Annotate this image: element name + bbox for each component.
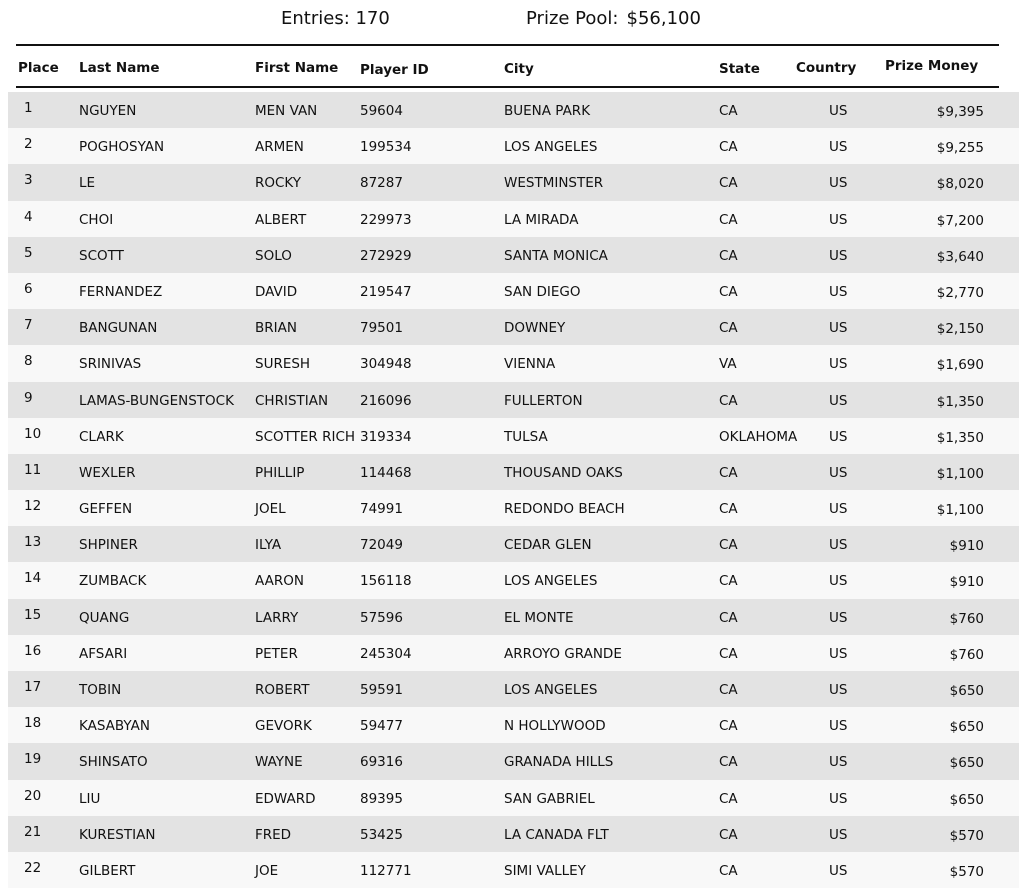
cell-country: US [829,645,848,662]
cell-city: SAN GABRIEL [504,790,595,807]
table-header-rule [16,86,999,88]
cell-place: 9 [24,389,33,406]
cell-first-name: ROCKY [255,175,302,192]
cell-state: CA [719,862,738,879]
cell-state: CA [719,464,738,481]
cell-state: CA [719,211,738,228]
cell-place: 17 [24,679,42,695]
cell-player-id: 245304 [360,645,412,662]
cell-place: 6 [24,280,33,297]
cell-last-name: LIU [79,790,101,807]
cell-city: FULLERTON [504,392,583,409]
table-row [8,743,1019,779]
cell-first-name: PETER [255,645,298,662]
cell-last-name: BANGUNAN [79,320,158,337]
cell-player-id: 89395 [360,790,403,807]
header-state: State [719,61,760,77]
cell-place: 2 [24,136,33,153]
cell-state: CA [719,283,738,300]
cell-prize-money: $1,350 [936,393,984,410]
table-row [8,128,1019,164]
cell-country: US [829,211,848,228]
cell-first-name: FRED [255,826,292,843]
cell-place: 21 [24,823,42,840]
table-row [8,816,1019,852]
cell-prize-money: $8,020 [936,176,984,193]
cell-state: CA [719,645,738,662]
header-place: Place [18,60,59,76]
cell-player-id: 59604 [360,103,403,119]
header-last-name: Last Name [79,60,160,76]
cell-prize-money: $910 [949,538,984,555]
cell-country: US [829,790,848,807]
cell-place: 13 [24,534,42,551]
cell-first-name: PHILLIP [255,464,305,481]
cell-country: US [829,754,848,771]
cell-country: US [829,573,848,590]
cell-player-id: 219547 [360,283,412,300]
cell-last-name: KURESTIAN [79,826,156,843]
cell-player-id: 216096 [360,392,412,409]
cell-place: 22 [24,859,42,876]
cell-city: LOS ANGELES [504,682,598,698]
cell-state: CA [719,139,738,156]
table-row [8,382,1019,418]
cell-city: ARROYO GRANDE [504,645,622,662]
table-row [8,599,1019,635]
header-first-name: First Name [255,60,339,76]
table-row [8,490,1019,526]
cell-player-id: 57596 [360,609,403,626]
cell-city: REDONDO BEACH [504,501,625,518]
cell-first-name: ILYA [255,537,282,554]
cell-last-name: POGHOSYAN [79,139,165,156]
cell-place: 5 [24,244,33,261]
cell-last-name: QUANG [79,609,130,626]
cell-prize-money: $650 [949,791,984,808]
cell-prize-money: $2,150 [936,321,984,338]
cell-city: EL MONTE [504,609,574,626]
cell-city: LA MIRADA [504,211,579,228]
cell-last-name: ZUMBACK [79,573,147,590]
cell-first-name: JOEL [255,501,286,518]
cell-city: SIMI VALLEY [504,862,586,879]
cell-first-name: EDWARD [255,790,316,807]
cell-state: CA [719,682,738,698]
table-row [8,671,1019,707]
cell-state: OKLAHOMA [719,428,798,445]
cell-first-name: BRIAN [255,320,297,337]
cell-country: US [829,103,848,119]
cell-place: 10 [24,425,42,442]
cell-first-name: GEVORK [255,718,312,735]
cell-last-name: SHINSATO [79,754,148,771]
cell-place: 1 [24,100,33,116]
cell-city: TULSA [504,428,548,445]
cell-last-name: SHPINER [79,537,138,554]
cell-last-name: CLARK [79,428,124,445]
cell-city: WESTMINSTER [504,175,604,192]
cell-city: LA CANADA FLT [504,826,609,843]
cell-country: US [829,862,848,879]
cell-player-id: 304948 [360,356,412,373]
cell-first-name: ALBERT [255,211,307,228]
cell-country: US [829,464,848,481]
cell-state: CA [719,790,738,807]
cell-city: LOS ANGELES [504,573,598,590]
table-row [8,707,1019,743]
cell-place: 4 [24,208,33,225]
cell-city: CEDAR GLEN [504,537,592,554]
cell-prize-money: $650 [949,755,984,772]
cell-prize-money: $570 [949,863,984,880]
header-player-id: Player ID [360,62,429,78]
cell-player-id: 59477 [360,718,403,735]
cell-city: LOS ANGELES [504,139,598,156]
cell-state: CA [719,826,738,843]
table-row [8,345,1019,381]
cell-last-name: FERNANDEZ [79,283,163,300]
cell-prize-money: $1,690 [936,357,984,374]
cell-prize-money: $650 [949,683,984,699]
cell-player-id: 114468 [360,464,412,481]
cell-player-id: 72049 [360,537,403,554]
table-row [8,164,1019,200]
cell-first-name: SURESH [255,356,311,373]
cell-prize-money: $9,395 [936,104,984,120]
cell-first-name: MEN VAN [255,103,318,119]
cell-last-name: SCOTT [79,247,124,264]
table-row [8,852,1019,888]
cell-first-name: SOLO [255,247,292,264]
cell-state: CA [719,573,738,590]
table-row [8,562,1019,598]
cell-place: 3 [24,172,33,189]
table-row [8,273,1019,309]
table-header [0,46,1024,86]
cell-player-id: 79501 [360,320,403,337]
cell-first-name: ROBERT [255,682,310,698]
cell-last-name: WEXLER [79,464,136,481]
cell-prize-money: $1,100 [936,502,984,519]
cell-first-name: DAVID [255,283,298,300]
table-row [8,635,1019,671]
cell-city: THOUSAND OAKS [504,464,623,481]
cell-player-id: 69316 [360,754,403,771]
cell-city: DOWNEY [504,320,566,337]
cell-state: CA [719,501,738,518]
table-row [8,237,1019,273]
table-row [8,780,1019,816]
cell-country: US [829,718,848,735]
cell-player-id: 59591 [360,682,403,698]
cell-city: GRANADA HILLS [504,754,614,771]
cell-last-name: LAMAS-BUNGENSTOCK [79,392,234,409]
cell-prize-money: $570 [949,827,984,844]
cell-country: US [829,501,848,518]
cell-place: 7 [24,317,33,334]
cell-place: 19 [24,751,42,768]
cell-place: 20 [24,787,42,804]
cell-country: US [829,428,848,445]
table-row [8,418,1019,454]
prize-pool-value: $56,100 [626,8,701,29]
table-row [8,526,1019,562]
cell-country: US [829,682,848,698]
cell-place: 11 [24,461,42,478]
cell-prize-money: $1,100 [936,465,984,482]
prize-pool [526,8,701,29]
cell-first-name: SCOTTER RICH [255,428,356,445]
header-country: Country [796,60,857,76]
cell-country: US [829,283,848,300]
cell-state: CA [719,754,738,771]
cell-last-name: CHOI [79,211,114,228]
cell-player-id: 272929 [360,247,412,264]
cell-prize-money: $2,770 [936,284,984,301]
cell-state: CA [719,609,738,626]
cell-first-name: ARMEN [255,139,304,156]
cell-prize-money: $650 [949,719,984,736]
cell-prize-money: $760 [949,610,984,627]
cell-state: CA [719,718,738,735]
cell-place: 15 [24,606,42,623]
cell-country: US [829,320,848,337]
cell-last-name: KASABYAN [79,718,150,735]
cell-place: 18 [24,715,42,732]
cell-place: 12 [24,498,42,515]
cell-player-id: 87287 [360,175,403,192]
cell-place: 14 [24,570,42,587]
cell-state: VA [719,356,737,373]
cell-country: US [829,175,848,192]
cell-player-id: 199534 [360,139,412,156]
cell-last-name: AFSARI [79,645,128,662]
header-prize-money: Prize Money [885,58,979,74]
cell-country: US [829,247,848,264]
cell-prize-money: $910 [949,574,984,591]
cell-country: US [829,356,848,373]
table-row [8,201,1019,237]
cell-first-name: WAYNE [255,754,303,771]
cell-player-id: 229973 [360,211,412,228]
cell-prize-money: $760 [949,646,984,663]
cell-state: CA [719,392,738,409]
cell-country: US [829,537,848,554]
cell-last-name: LE [79,175,96,192]
cell-last-name: TOBIN [79,682,122,698]
cell-city: SANTA MONICA [504,247,608,264]
cell-player-id: 53425 [360,826,403,843]
cell-country: US [829,826,848,843]
cell-city: SAN DIEGO [504,283,581,300]
cell-last-name: GILBERT [79,862,136,879]
cell-last-name: NGUYEN [79,103,137,119]
cell-city: VIENNA [504,356,556,373]
tournament-summary [0,8,1024,34]
header-city: City [504,61,534,77]
table-row [8,92,1019,128]
table-row [8,309,1019,345]
cell-player-id: 74991 [360,501,403,518]
cell-player-id: 156118 [360,573,412,590]
cell-country: US [829,609,848,626]
cell-last-name: GEFFEN [79,501,133,518]
cell-last-name: SRINIVAS [79,356,142,373]
prize-pool-label: Prize Pool: [526,8,619,29]
cell-first-name: AARON [255,573,304,590]
cell-city: BUENA PARK [504,103,591,119]
cell-country: US [829,392,848,409]
table-row [8,454,1019,490]
results-table-body [8,92,1019,888]
cell-prize-money: $9,255 [936,140,984,157]
cell-prize-money: $1,350 [936,429,984,446]
cell-place: 16 [24,642,42,659]
cell-prize-money: $7,200 [936,212,984,229]
cell-first-name: CHRISTIAN [255,392,329,409]
cell-state: CA [719,247,738,264]
cell-first-name: JOE [255,862,279,879]
cell-player-id: 112771 [360,862,412,879]
cell-state: CA [719,175,738,192]
cell-place: 8 [24,353,33,370]
cell-player-id: 319334 [360,428,412,445]
cell-state: CA [719,103,738,119]
cell-prize-money: $3,640 [936,248,984,265]
cell-first-name: LARRY [255,609,299,626]
entries-count: Entries: 170 [281,8,390,29]
cell-state: CA [719,320,738,337]
cell-city: N HOLLYWOOD [504,718,606,735]
cell-country: US [829,139,848,156]
cell-state: CA [719,537,738,554]
